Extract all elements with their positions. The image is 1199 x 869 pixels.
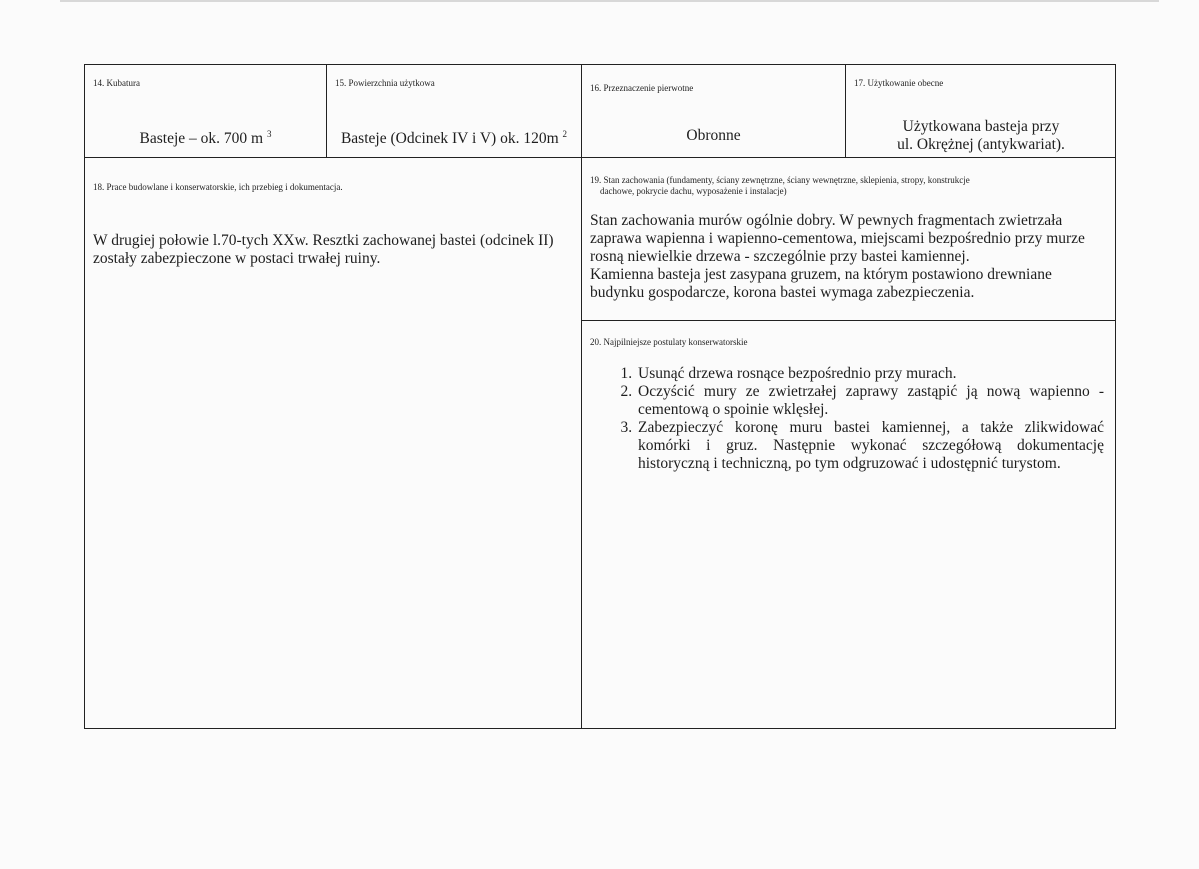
field-17-value-line2: ul. Okrężnej (antykwariat). [897, 136, 1065, 153]
field-14-value-text: Basteje – ok. 700 m [139, 130, 264, 148]
field-15-label: 15. Powierzchnia użytkowa [335, 78, 435, 88]
field-19-label-line1: 19. Stan zachowania (fundamenty, ściany zewnętrzne, ściany wewnętrzne, sklepienia, stropy, konstrukcje [590, 175, 970, 185]
field-18-label: 18. Prace budowlane i konserwatorskie, ich przebieg i dokumentacja. [93, 182, 343, 192]
scan-edge [60, 0, 1159, 2]
list-item: 1. Usunąć drzewa rosnące bezpośrednio przy murach. [636, 365, 1104, 383]
field-18-value: W drugiej połowie l.70-tych XXw. Resztki zachowanej bastei (odcinek II) zostały zabezpieczone w postaci trwałej ruiny. [93, 232, 554, 267]
record-form [84, 64, 1116, 729]
field-19-label-line2: dachowe, pokrycie dachu, wyposażenie i instalacje) [600, 186, 787, 196]
field-14-unit-exponent: 3 [266, 129, 272, 139]
field-19-para1: Stan zachowania murów ogólnie dobry. W pewnych fragmentach zwietrzała zaprawa wapienna i wapienno-cementowa, miejscami bezpośrednio przy murze rosną niewielkie drzewa - szczególnie przy bastei kamiennej. [590, 212, 1085, 265]
field-16-label: 16. Przeznaczenie pierwotne [590, 83, 694, 93]
field-14-value [85, 125, 326, 148]
field-15-powierzchnia [327, 65, 582, 158]
field-17-uzytkowanie [846, 65, 1116, 158]
field-20-label: 20. Najpilniejsze postulaty konserwatorskie [590, 337, 748, 347]
field-14-kubatura [85, 65, 327, 158]
field-16-value: Obronne [686, 127, 741, 144]
field-19-para2: Kamienna basteja jest zasypana gruzem, na którym postawiono drewniane budynku gospodarcze, korona bastei wymaga zabezpieczenia. [590, 266, 1052, 301]
field-16-przeznaczenie [582, 65, 846, 158]
field-18-prace [85, 158, 582, 728]
postulates-list [608, 365, 1104, 473]
field-15-value-text: Basteje (Odcinek IV i V) ok. 120m [340, 130, 559, 148]
field-19-text [590, 212, 1106, 302]
field-20-postulaty [582, 321, 1116, 728]
field-15-unit-exponent: 2 [562, 129, 568, 139]
field-15-value [327, 125, 581, 148]
field-17-value-line1: Użytkowana basteja przy [902, 118, 1060, 135]
list-item: 3. Zabezpieczyć koronę muru bastei kamiennej, a także zlikwidować komórki i gruz. Następnie wykonać szczegółową dokumentację historyczną i techniczną, po tym odgruzować i udostępnić turystom. [636, 419, 1104, 473]
list-item: 2. Oczyścić mury ze zwietrzałej zaprawy zastąpić ją nową wapienno - cementową o spoinie wklęsłej. [636, 383, 1104, 419]
field-19-stan [582, 158, 1116, 321]
field-17-label: 17. Użytkowanie obecne [854, 78, 944, 88]
field-14-label: 14. Kubatura [93, 78, 140, 88]
